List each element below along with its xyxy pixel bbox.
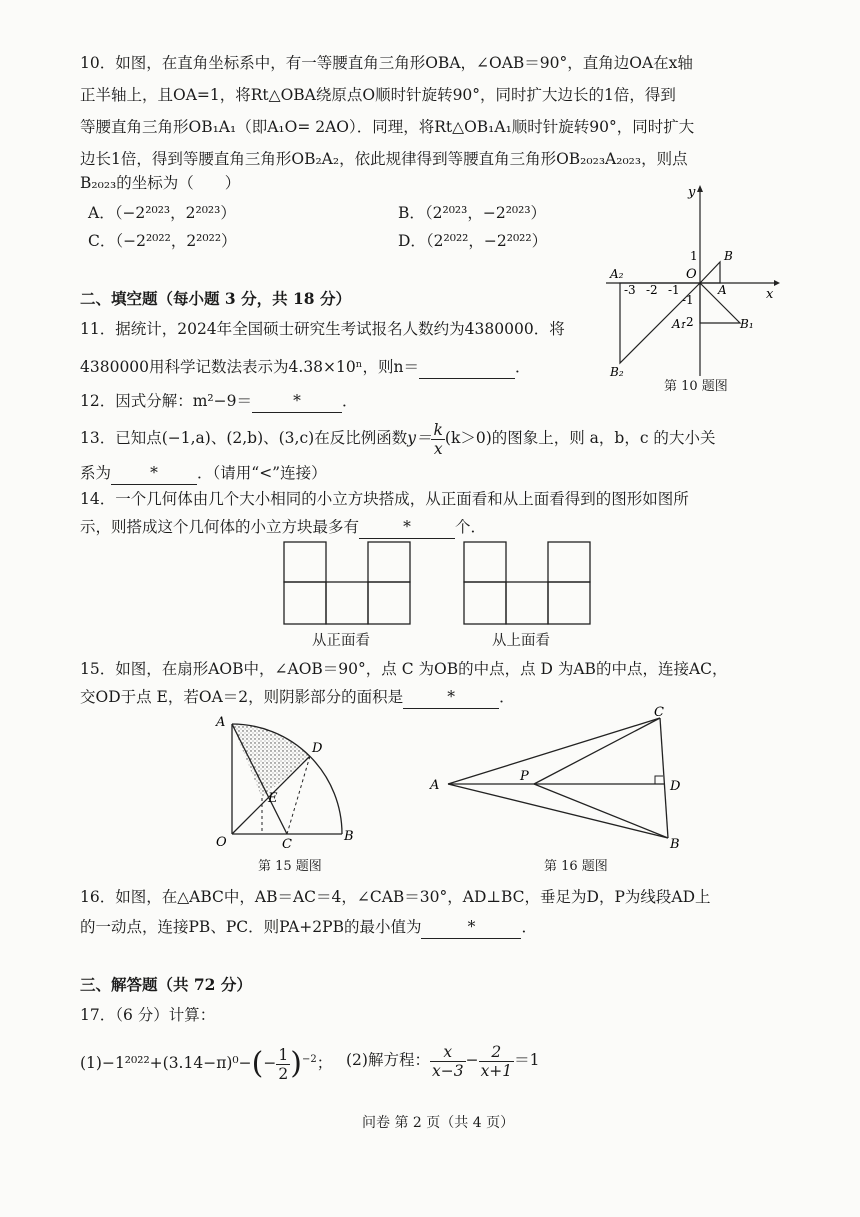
q10-option-d: D．（2²⁰²²，−2²⁰²²） [398, 232, 548, 250]
q14-line-1: 14．一个几何体由几个大小相同的小立方块搭成，从正面看和从上面看得到的图形如图所 [80, 490, 689, 508]
q17-p1-end: ； [316, 1054, 333, 1073]
q15-fig-a: A [216, 715, 226, 730]
q14-front-view [282, 540, 412, 626]
q10-line-2: 正半轴上，且OA=1，将Rt△OBA绕原点O顺时针旋转90°，同时扩大边长的1倍，得到 [80, 86, 676, 104]
q17-p2-frac-2 [479, 1043, 515, 1080]
q17-p2-f1-num: x [430, 1043, 466, 1062]
q16-fig-p: P [520, 769, 529, 784]
q17-p2-end: ＝1 [514, 1051, 540, 1069]
q14-text: 示，则搭成这个几何体的小立方块最多有 [80, 518, 360, 536]
q17-p1-lparen: ( [251, 1046, 264, 1082]
q16-fig-d: D [670, 779, 681, 794]
q11-text: 4380000用科学记数法表示为4.38×10ⁿ，则n＝ [80, 358, 419, 376]
q14-answer-blank[interactable]: * [359, 516, 455, 539]
page-footer: 问卷 第 2 页（共 4 页） [362, 1115, 515, 1131]
q17-p1-rparen: ) [290, 1046, 302, 1082]
q15-text: 交OD于点 E，若OA＝2，则阴影部分的面积是 [80, 688, 404, 706]
q14-top-caption: 从上面看 [492, 633, 550, 649]
q16-answer-blank[interactable]: * [421, 916, 521, 939]
q16-caption: 第 16 题图 [544, 859, 608, 874]
q10-option-c: C．（−2²⁰²²，2²⁰²²） [88, 232, 237, 250]
q10-fig-b1: B₁ [740, 317, 754, 331]
q16-fig-a: A [430, 778, 440, 793]
q10-fig-a2: A₂ [610, 267, 624, 281]
q13-post: (k＞0)的图象上，则 a，b，c 的大小关 [444, 429, 716, 447]
q13-frac-den: x [433, 439, 443, 458]
q16-line-2 [80, 916, 537, 939]
q17-part-2 [346, 1040, 540, 1080]
q10-fig-o: O [686, 267, 697, 282]
q13-frac-num: k [433, 420, 443, 439]
q13-line-2 [80, 462, 327, 485]
q16-figure [426, 706, 696, 856]
q10-line-3: 等腰直角三角形OB₁A₁（即A₁O= 2AO）．同理，将Rt△OB₁A₁顺时针旋转90°，同时扩大 [80, 118, 695, 136]
q17-p2-f1-den: x−3 [431, 1061, 464, 1080]
q10-fig-a: A [718, 283, 727, 297]
q15-fig-c: C [282, 837, 292, 850]
q15-figure [210, 710, 360, 850]
q17-p1-sign: − [263, 1054, 277, 1073]
q16-fig-b: B [670, 837, 680, 852]
q10-option-b: B．（2²⁰²³，−2²⁰²³） [398, 204, 547, 222]
q17-part-1 [80, 1040, 332, 1084]
q10-fig-caption: 第 10 题图 [664, 379, 728, 394]
q13-fraction [431, 421, 444, 458]
q15-line-1: 15．如图，在扇形AOB中，∠AOB＝90°，点 C 为OB的中点，点 D 为AB的中点，连接AC， [80, 660, 728, 678]
q12-line [80, 390, 358, 413]
q17-p1-num: 1 [278, 1045, 289, 1064]
q15-fig-d: D [312, 741, 323, 756]
q13-line2-pre: 系为 [80, 464, 112, 482]
q10-fig-y: y [688, 185, 696, 200]
q11-line-1: 11．据统计，2024年全国硕士研究生考试报名人数约为4380000．将 [80, 320, 565, 338]
q17-p2-minus: − [465, 1051, 479, 1069]
q10-fig-b: B [724, 249, 733, 263]
q13-answer-blank[interactable]: * [111, 462, 197, 485]
q16-fig-c: C [654, 706, 664, 720]
q17-p1-fraction [276, 1046, 290, 1083]
q10-fig-xtick-m2: -2 [646, 283, 658, 297]
q16-line-1: 16．如图，在△ABC中，AB＝AC＝4，∠CAB＝30°，AD⊥BC，垂足为D，P为线段AD上 [80, 888, 711, 906]
q17-p1-exp: −2 [301, 1054, 317, 1065]
q11-end: ． [514, 358, 531, 376]
q16-end: ． [521, 918, 537, 936]
q17-p2-frac-1 [430, 1043, 466, 1080]
q12-answer-blank[interactable]: * [252, 390, 342, 413]
q15-answer-blank[interactable]: * [403, 686, 499, 709]
q11-line-2 [80, 356, 530, 379]
q10-line-1: 10．如图，在直角坐标系中，有一等腰直角三角形OBA，∠OAB＝90°，直角边OA在x轴 [80, 54, 693, 72]
q17-p1-pre: (1)−1²⁰²²+(3.14−π)⁰− [80, 1054, 252, 1073]
section-3-title: 三、解答题（共 72 分） [80, 975, 252, 994]
q14-line-2 [80, 516, 486, 539]
q15-fig-b: B [344, 829, 354, 844]
q15-fig-o: O [216, 835, 227, 850]
q10-fig-xtick-m3: -3 [624, 283, 636, 297]
q10-fig-tick-m1: -1 [682, 293, 694, 307]
q16-text: 的一动点，连接PB、PC．则PA+2PB的最小值为 [80, 918, 422, 936]
q15-caption: 第 15 题图 [258, 859, 322, 874]
q12-text: 12．因式分解：m²−9＝ [80, 392, 252, 410]
q14-top-view [462, 540, 594, 626]
q10-line-5: B₂₀₂₃的坐标为（ ） [80, 174, 241, 192]
q10-figure [596, 180, 786, 380]
q12-end: ． [341, 392, 358, 410]
q17-title: 17．（6 分）计算： [80, 1006, 216, 1024]
q13-pre: 13．已知点(−1,a)、(2,b)、(3,c)在反比例函数 [80, 429, 408, 447]
q10-fig-b2: B₂ [610, 365, 624, 379]
q15-fig-e: E [268, 791, 278, 806]
q10-option-a: A．（−2²⁰²³，2²⁰²³） [88, 204, 236, 222]
q17-p2-f2-num: 2 [479, 1043, 515, 1062]
section-2-title: 二、填空题（每小题 3 分，共 18 分） [80, 289, 351, 308]
q10-fig-x: x [766, 287, 774, 302]
q10-line-4: 边长1倍，得到等腰直角三角形OB₂A₂，依此规律得到等腰直角三角形OB₂₀₂₃A₂₀₂₃，则点 [80, 150, 688, 168]
q10-fig-a1: A₁ [672, 317, 686, 331]
q13-line2-post: ．（请用“<”连接） [197, 464, 327, 482]
q10-fig-tick-1: 1 [690, 249, 698, 263]
q15-end: ． [499, 688, 515, 706]
q17-p2-f2-den: x+1 [480, 1061, 513, 1080]
q11-answer-blank[interactable] [419, 356, 515, 379]
q13-func-y: y＝ [407, 429, 432, 447]
q17-p2-pre: (2)解方程： [346, 1051, 430, 1069]
q10-fig-tick-m2: -2 [682, 315, 694, 329]
q13-line-1 [80, 420, 715, 458]
q17-p1-den: 2 [278, 1064, 289, 1083]
q10-fig-xtick-m1: -1 [668, 283, 680, 297]
q14-end: 个． [455, 518, 487, 536]
q14-front-caption: 从正面看 [312, 633, 370, 649]
